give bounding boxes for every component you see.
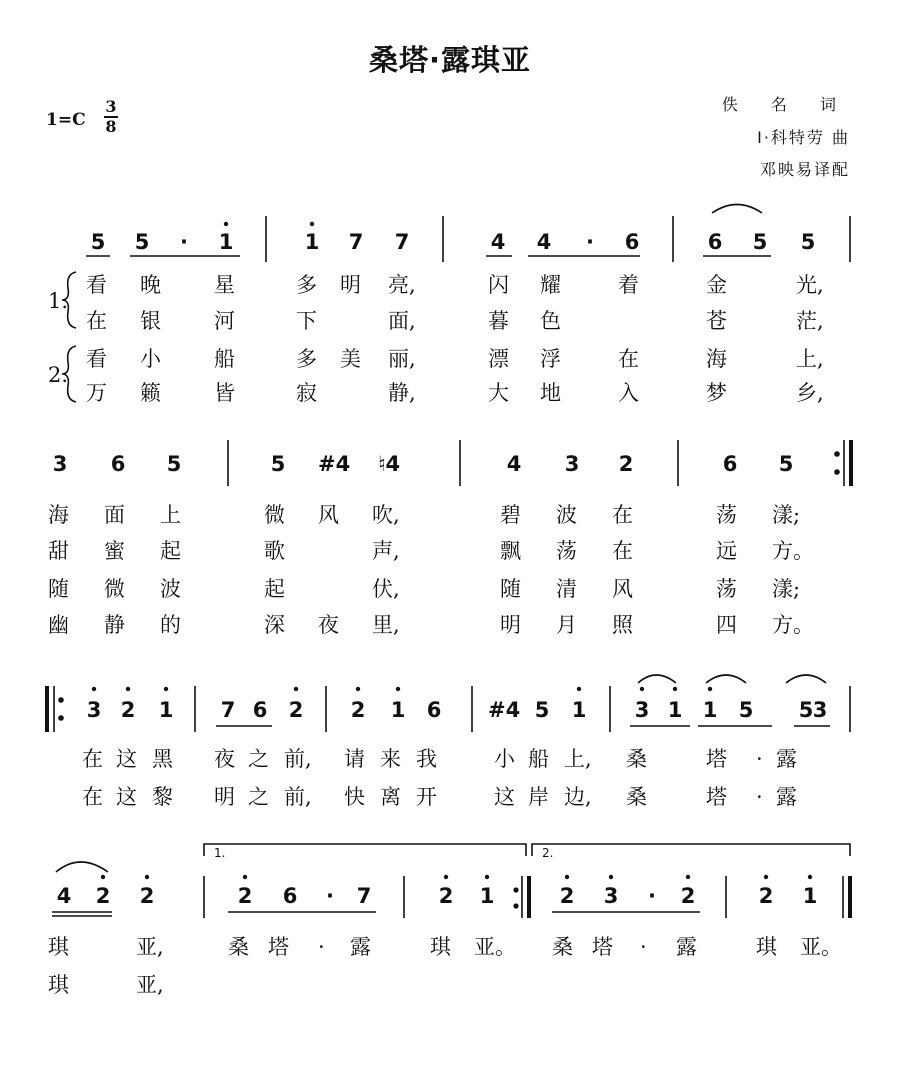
lyric: 露	[776, 785, 797, 809]
lyric: 地	[540, 381, 561, 405]
tie-arc	[56, 862, 108, 872]
lyric: 寂	[296, 381, 317, 405]
lyric: 荡	[716, 503, 737, 527]
lyric: 上	[160, 503, 181, 527]
octave-dot	[126, 687, 130, 691]
verse-mark-2: 2.	[48, 363, 69, 387]
lyric: 茫,	[796, 309, 824, 333]
note: 7	[394, 230, 410, 254]
lyric: 伏,	[372, 577, 400, 601]
lyric: 塔	[268, 935, 289, 959]
composer-credit: I·科特劳 曲	[757, 128, 850, 147]
note: 3	[634, 698, 650, 722]
lyric: 苍	[706, 309, 727, 333]
verse-mark-1: 1.	[48, 289, 69, 313]
lyric: 黑	[152, 747, 173, 771]
lyric: 明	[500, 613, 521, 637]
note: 5	[166, 452, 182, 476]
octave-dot	[764, 875, 768, 879]
lyric: 入	[618, 381, 639, 405]
lyric: 吹,	[372, 503, 400, 527]
lyric: 面	[104, 503, 125, 527]
octave-dot	[808, 875, 812, 879]
lyric: 荡	[716, 577, 737, 601]
lyric: 琪	[756, 935, 777, 959]
tie-arc	[786, 675, 826, 683]
lyric: 星	[214, 273, 235, 297]
lyric: 前,	[284, 785, 312, 809]
repeat-dot	[513, 887, 518, 892]
dot: ·	[648, 884, 656, 908]
note: 2	[139, 884, 155, 908]
note-natural: ♮4	[377, 452, 401, 476]
octave-dot	[708, 687, 712, 691]
translator-credit: 邓映易译配	[759, 160, 850, 179]
lyric: 微	[264, 503, 285, 527]
lyric: 碧	[500, 503, 521, 527]
repeat-dot	[513, 903, 518, 908]
lyric: 桑	[626, 785, 647, 809]
lyric: 夜	[214, 747, 235, 771]
lyric: 丽,	[388, 347, 416, 371]
note: 2	[680, 884, 696, 908]
note: 5	[778, 452, 794, 476]
lyric: 起	[160, 539, 181, 563]
lyric: 风	[612, 577, 633, 601]
note: 2	[438, 884, 454, 908]
lyric: 万	[86, 381, 107, 405]
lyric: 塔	[706, 785, 727, 809]
note: 2	[288, 698, 304, 722]
lyric: 荡	[556, 539, 577, 563]
lyric: 开	[416, 785, 437, 809]
note: 2	[120, 698, 136, 722]
lyric: 皆	[214, 381, 235, 405]
lyric: 清	[556, 577, 577, 601]
note: 3	[603, 884, 619, 908]
lyric: 在	[612, 503, 633, 527]
lyric: 光,	[796, 273, 824, 297]
note: 1	[479, 884, 495, 908]
lyric: 金	[706, 273, 727, 297]
octave-dot	[145, 875, 149, 879]
lyric: ·	[756, 785, 763, 809]
lyric: 琪	[48, 973, 69, 997]
lyric: 浮	[540, 347, 561, 371]
lyric: 上,	[796, 347, 824, 371]
lyric: 亚。	[474, 935, 516, 959]
lyric: 甜	[48, 539, 69, 563]
lyric: 籁	[140, 381, 161, 405]
lyric: 快	[344, 785, 365, 809]
lyric: 静,	[388, 381, 416, 405]
lyric: 离	[380, 785, 401, 809]
lyric: 深	[264, 613, 285, 637]
lyric: 色	[540, 309, 561, 333]
octave-dot	[640, 687, 644, 691]
octave-dot	[686, 875, 690, 879]
lyric: 上,	[564, 747, 592, 771]
lyric: 梦	[706, 381, 727, 405]
lyric: 里,	[372, 613, 400, 637]
octave-dot	[609, 875, 613, 879]
lyric: 耀	[540, 273, 561, 297]
lyric: 乡,	[796, 381, 824, 405]
note: 4	[536, 230, 552, 254]
note: 4	[490, 230, 506, 254]
lyric: 漾;	[772, 577, 801, 601]
octave-dot	[485, 875, 489, 879]
lyric: 多	[296, 347, 317, 371]
tie-arc	[706, 675, 746, 683]
lyric: 晚	[140, 273, 161, 297]
dot: ·	[326, 884, 334, 908]
octave-dot	[396, 687, 400, 691]
lyric: 琪	[430, 935, 451, 959]
lyric: 闪	[488, 273, 509, 297]
note: 5	[738, 698, 754, 722]
octave-dot	[224, 222, 228, 226]
note: 6	[282, 884, 298, 908]
note: 1	[304, 230, 320, 254]
lyric: 波	[160, 577, 181, 601]
note: 6	[707, 230, 723, 254]
lyric: 着	[618, 273, 639, 297]
tie-arc	[712, 205, 762, 214]
octave-dot	[92, 687, 96, 691]
lyric: 海	[706, 347, 727, 371]
note: 1	[667, 698, 683, 722]
lyric: 岸	[528, 785, 549, 809]
ending-mark-1: 1.	[214, 846, 226, 860]
octave-dot	[310, 222, 314, 226]
lyric: 方。	[772, 539, 814, 563]
lyric: 亮,	[388, 273, 416, 297]
lyric: 露	[676, 935, 697, 959]
lyric: 夜	[318, 613, 339, 637]
note: 7	[348, 230, 364, 254]
lyric: 多	[296, 273, 317, 297]
note: 1	[571, 698, 587, 722]
note: 5	[534, 698, 550, 722]
note: 4	[506, 452, 522, 476]
lyric: 在	[86, 309, 107, 333]
lyric: 河	[214, 309, 235, 333]
lyric: 桑	[552, 935, 573, 959]
lyric: 飘	[500, 539, 521, 563]
note: 1	[702, 698, 718, 722]
lyric: 起	[264, 577, 285, 601]
lyric: 露	[776, 747, 797, 771]
note: 1	[218, 230, 234, 254]
lyric: 声,	[372, 539, 400, 563]
lyric: 塔	[706, 747, 727, 771]
lyric: ·	[756, 747, 763, 771]
lyric: 桑	[228, 935, 249, 959]
lyric: 美	[340, 347, 361, 371]
lyric: 静	[104, 613, 125, 637]
note: 6	[252, 698, 268, 722]
time-sig-bottom: 8	[105, 117, 117, 136]
note: 2	[95, 884, 111, 908]
lyric: 月	[556, 613, 577, 637]
lyric: 方。	[772, 613, 814, 637]
note: 1	[390, 698, 406, 722]
octave-dot	[294, 687, 298, 691]
note: 6	[624, 230, 640, 254]
octave-dot	[444, 875, 448, 879]
note: 4	[56, 884, 72, 908]
note: 5	[134, 230, 150, 254]
lyric: 波	[556, 503, 577, 527]
dot: ·	[180, 230, 188, 254]
note: 2	[237, 884, 253, 908]
lyric: 蜜	[104, 539, 125, 563]
octave-dot	[565, 875, 569, 879]
ending-mark-2: 2.	[542, 846, 554, 860]
lyric: 这	[116, 785, 137, 809]
lyric: 面,	[388, 309, 416, 333]
lyric: 我	[416, 747, 437, 771]
lyric: 四	[716, 613, 737, 637]
lyric: 海	[48, 503, 69, 527]
note: 3	[86, 698, 102, 722]
note: 1	[158, 698, 174, 722]
lyric: 亚,	[136, 973, 164, 997]
lyric: 漂	[488, 347, 509, 371]
tie-arc	[638, 675, 676, 683]
lyric: 琪	[48, 935, 69, 959]
key-signature: 1=C	[46, 110, 86, 130]
lyric: 在	[618, 347, 639, 371]
note: 7	[356, 884, 372, 908]
octave-dot	[164, 687, 168, 691]
lyric: 银	[140, 309, 161, 333]
note: 2	[350, 698, 366, 722]
lyric: 这	[116, 747, 137, 771]
note: 6	[110, 452, 126, 476]
volta-2	[532, 844, 850, 856]
lyric: 风	[318, 503, 339, 527]
note: 2	[559, 884, 575, 908]
lyric: 幽	[48, 613, 69, 637]
note: 3	[812, 698, 828, 722]
note: 6	[426, 698, 442, 722]
lyric: 暮	[488, 309, 509, 333]
lyric: 在	[82, 785, 103, 809]
lyric: 船	[214, 347, 235, 371]
lyric: 远	[716, 539, 737, 563]
lyric: 这	[494, 785, 515, 809]
lyric: 微	[104, 577, 125, 601]
lyric: 之	[248, 747, 269, 771]
lyric: 随	[500, 577, 521, 601]
octave-dot	[577, 687, 581, 691]
note-sharp: #4	[318, 452, 351, 476]
note: 3	[564, 452, 580, 476]
lyric: 歌	[264, 539, 285, 563]
lyric: ·	[318, 935, 325, 959]
lyric: 边,	[564, 785, 592, 809]
lyric: 明	[340, 273, 361, 297]
lyric: 明	[214, 785, 235, 809]
note: 5	[800, 230, 816, 254]
lyric: 漾;	[772, 503, 801, 527]
lyric: 在	[612, 539, 633, 563]
note: 1	[802, 884, 818, 908]
octave-dot	[243, 875, 247, 879]
lyric: 请	[344, 747, 365, 771]
lyric: 下	[296, 309, 317, 333]
lyric: 大	[488, 381, 509, 405]
lyric: 随	[48, 577, 69, 601]
octave-dot	[356, 687, 360, 691]
note: 5	[90, 230, 106, 254]
octave-dot	[673, 687, 677, 691]
lyric: 的	[160, 613, 181, 637]
lyric: 在	[82, 747, 103, 771]
note: 7	[220, 698, 236, 722]
volta-1	[204, 844, 526, 856]
lyric: 来	[380, 747, 401, 771]
lyric: ·	[640, 935, 647, 959]
lyric: 桑	[626, 747, 647, 771]
lyric: 露	[350, 935, 371, 959]
note: 2	[618, 452, 634, 476]
lyric: 看	[86, 347, 107, 371]
lyric: 船	[528, 747, 549, 771]
note: 5	[752, 230, 768, 254]
repeat-dot	[58, 697, 64, 703]
lyric: 小	[494, 747, 515, 771]
octave-dot	[101, 875, 105, 879]
note: 6	[722, 452, 738, 476]
note: 3	[52, 452, 68, 476]
note: 5	[798, 698, 814, 722]
repeat-dot	[834, 469, 840, 475]
lyric: 亚。	[800, 935, 842, 959]
repeat-dot	[58, 715, 64, 721]
lyric: 亚,	[136, 935, 164, 959]
time-sig-top: 3	[105, 97, 117, 116]
note-sharp: #4	[488, 698, 521, 722]
lyric: 前,	[284, 747, 312, 771]
lyric: 小	[140, 347, 161, 371]
lyric: 黎	[152, 785, 173, 809]
note: 2	[758, 884, 774, 908]
repeat-dot	[834, 451, 840, 457]
dot: ·	[586, 230, 594, 254]
lyric: 看	[86, 273, 107, 297]
lyricist-credit: 佚 名 词	[721, 95, 850, 114]
song-title: 桑塔·露琪亚	[368, 43, 532, 77]
lyric: 照	[612, 613, 633, 637]
lyric: 之	[248, 785, 269, 809]
note: 5	[270, 452, 286, 476]
lyric: 塔	[592, 935, 613, 959]
